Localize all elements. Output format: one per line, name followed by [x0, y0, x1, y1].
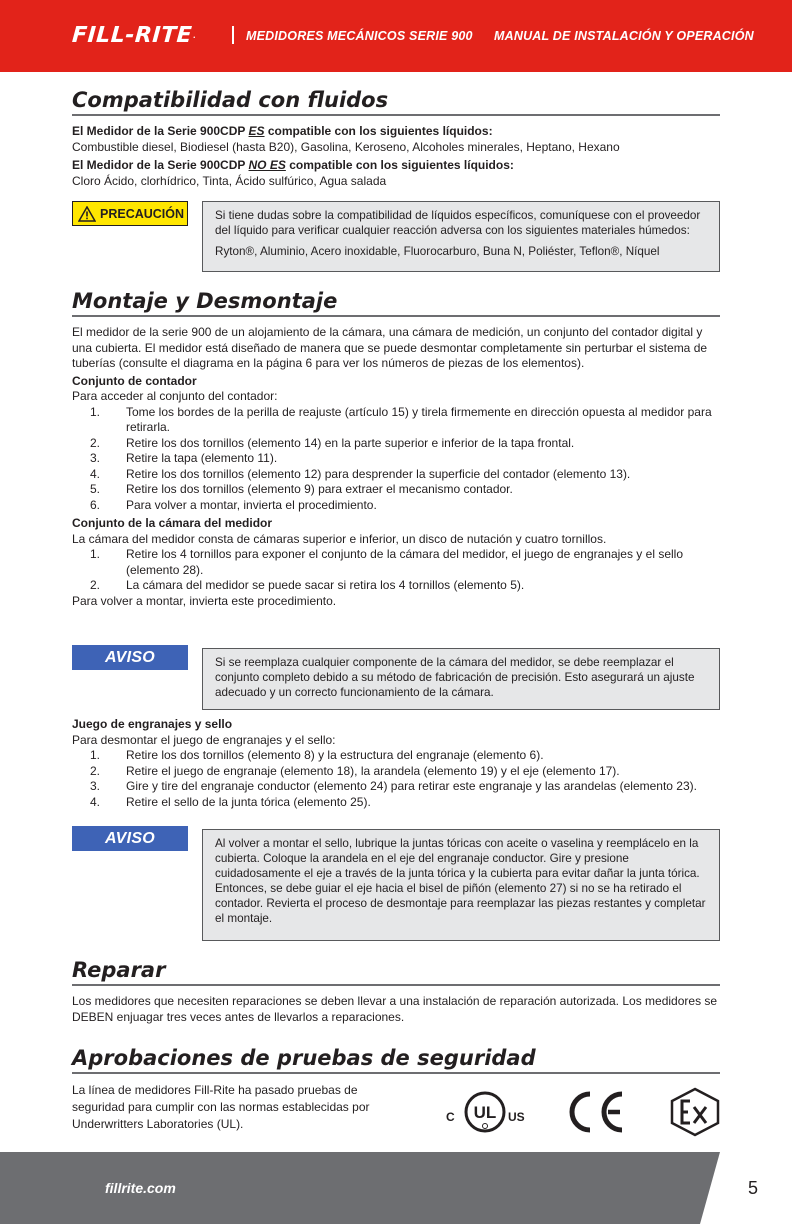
list-item: 1. Retire los 4 tornillos para exponer el conjunto de la cámara del medidor, el juego de engranajes y el sello (elemento 28). — [90, 547, 683, 577]
mounting-body — [72, 325, 720, 609]
repair-text: Los medidores que necesiten reparaciones se deben llevar a una instalación de reparación autorizada. Los medidores se DEBEN enjuagar tres veces antes de llevarlos a reparaciones. — [72, 994, 718, 1024]
list-item: 2. Retire los dos tornillos (elemento 14) en la parte superior e inferior de la tapa frontal. — [90, 435, 575, 450]
ul-listed-mark-icon: UL C US — [446, 1090, 526, 1134]
list-item: 1. Retire los dos tornillos (elemento 8) y la estructura del engranaje (elemento 6). — [90, 748, 544, 762]
counter-lead: Para acceder al conjunto del contador: — [72, 389, 278, 403]
page-number: 5 — [748, 1178, 759, 1198]
compatible-heading: El Medidor de la Serie 900CDP ES compatible con los siguientes líquidos: — [72, 124, 493, 138]
notice-callout-seal: Al volver a montar el sello, lubrique la juntas tóricas con aceite o vaselina y reemplácelo en la cubierta. Coloque la arandela en el eje del engranaje conductor. Gire y presione cuidadosamente el eje a través de la junta tórica y la cubierta para evitar dañar la junta tórica. Entonces, se debe guiar el eje hacia el bisel de piñón (elemento 27) si no se ha retirado el contador. Revierta el proceso de desmontaje para reemplazar las piezas restantes y completar el montaje. — [202, 829, 720, 941]
list-item: 4. Retire el sello de la junta tórica (elemento 25). — [90, 794, 371, 809]
gear-lead: Para desmontar el juego de engranajes y el sello: — [72, 732, 336, 747]
section-rule — [72, 114, 720, 116]
mounting-intro: El medidor de la serie 900 de un alojamiento de la cámara, una cámara de medición, un conjunto del contador digital y una cubierta. El medidor está diseñado de manera que se puede desmontar completamente sin perturbar el sistema de tuberías (consulte el diagrama en la página 6 para ver los números de piezas de los elementos). — [72, 325, 708, 370]
compatible-block — [72, 124, 720, 189]
gear-heading: Juego de engranajes y sello — [72, 717, 233, 731]
notice-label: AVISO — [72, 826, 188, 851]
chamber-heading: Conjunto de la cámara del medidor — [72, 516, 273, 530]
ce-mark-icon — [564, 1090, 628, 1134]
notice-callout-chamber: Si se reemplaza cualquier componente de la cámara del medidor, se debe reemplazar el conjunto completo debido a su método de fabricación de precisión. Esto asegurará un ajuste adecuado y un correcto funcionamiento de la cámara. — [202, 648, 720, 710]
section-title-repair: Reparar — [72, 958, 166, 982]
chamber-steps — [72, 547, 720, 594]
incompatible-heading: El Medidor de la Serie 900CDP NO ES compatible con los siguientes líquidos: — [72, 158, 514, 172]
counter-steps — [72, 405, 720, 514]
gear-body — [72, 717, 720, 810]
notice-label: AVISO — [72, 645, 188, 670]
list-item: 4. Retire los dos tornillos (elemento 12) para desprender la superficie del contador (elemento 13). — [90, 466, 631, 481]
header-manual-title: MANUAL DE INSTALACIÓN Y OPERACIÓN — [494, 29, 754, 43]
warning-triangle-icon — [78, 206, 96, 222]
section-title-safety: Aprobaciones de pruebas de seguridad — [72, 1046, 536, 1070]
header-series-title: MEDIDORES MECÁNICOS SERIE 900 — [246, 29, 473, 43]
chamber-lead: La cámara del medidor consta de cámaras superior e inferior, un disco de nutación y cuatro tornillos. — [72, 531, 607, 546]
list-item: 2. Retire el juego de engranaje (elemento 18), la arandela (elemento 19) y el eje (elemento 17). — [90, 763, 620, 778]
list-item: 3. Gire y tire del engranaje conductor (elemento 24) para retirar este engranaje y las arandelas (elemento 23). — [90, 779, 697, 793]
header-divider — [232, 26, 234, 44]
safety-text: La línea de medidores Fill-Rite ha pasado pruebas de seguridad para cumplir con las normas establecidas por Underwritters Laboratories (UL). — [72, 1083, 370, 1131]
footer-website-link[interactable]: fillrite.com — [105, 1180, 176, 1196]
chamber-tail: Para volver a montar, invierta este procedimiento. — [72, 593, 337, 608]
list-item: 1. Tome los bordes de la perilla de reajuste (artículo 15) y tirela firmemente en dirección opuesta al medidor para retirarla. — [90, 404, 712, 434]
caution-callout: Si tiene dudas sobre la compatibilidad de líquidos específicos, comuníquese con el proveedor del líquido para verificar cualquier reacción adversa con los siguientes materiales húmedos: Ryton®, Aluminio, Acero inoxidable, Fluorocarburo, Buna N, Poliéster, Teflon®, Níquel — [202, 201, 720, 272]
fill-rite-logo: FILL-RITE. — [71, 23, 197, 48]
compatible-list: Combustible diesel, Biodiesel (hasta B20), Gasolina, Keroseno, Alcoholes minerales, Heptano, Hexano — [72, 139, 620, 154]
section-title-mounting: Montaje y Desmontaje — [72, 289, 338, 313]
atex-ex-mark-icon — [668, 1087, 722, 1137]
section-rule — [72, 315, 720, 317]
page-header — [0, 0, 792, 72]
counter-heading: Conjunto de contador — [72, 373, 197, 388]
section-rule — [72, 984, 720, 986]
caution-label: PRECAUCIÓN — [72, 201, 188, 226]
list-item: 6. Para volver a montar, invierta el procedimiento. — [90, 497, 377, 512]
section-title-compatibility: Compatibilidad con fluidos — [72, 88, 389, 112]
list-item: 2. La cámara del medidor se puede sacar si retira los 4 tornillos (elemento 5). — [90, 578, 525, 592]
section-rule — [72, 1072, 720, 1074]
incompatible-list: Cloro Ácido, clorhídrico, Tinta, Ácido sulfúrico, Agua salada — [72, 173, 387, 188]
list-item: 3. Retire la tapa (elemento 11). — [90, 451, 278, 465]
list-item: 5. Retire los dos tornillos (elemento 9) para extraer el mecanismo contador. — [90, 482, 513, 496]
gear-steps — [72, 748, 720, 810]
svg-text:UL: UL — [473, 1103, 497, 1122]
